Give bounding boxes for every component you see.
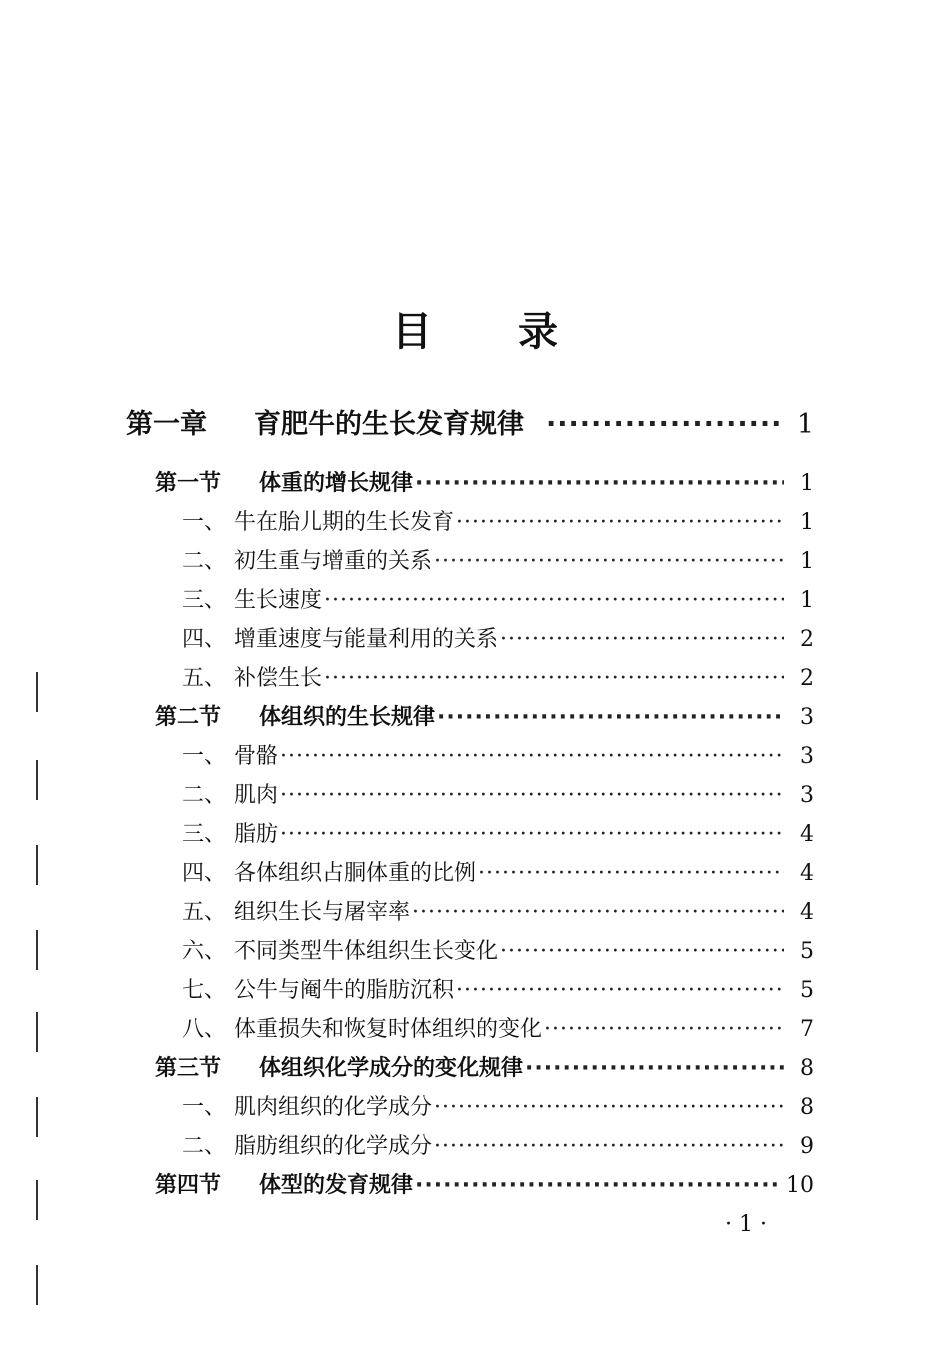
toc-entry-page: 1 [800,471,814,496]
toc-leader-dots [456,978,784,1003]
toc-entry-number: 六、 [182,939,227,964]
toc-entry-item[interactable] [182,622,814,653]
toc-entry-page: 5 [800,978,814,1003]
toc-entry-number: 四、 [182,627,227,652]
binding-mark [36,1012,38,1052]
toc-entry-label: 补偿生长 [234,666,323,691]
toc-leader-dots [525,1056,784,1081]
page-title: 目 录 [392,309,594,355]
toc-entry-label: 各体组织占胴体重的比例 [234,861,477,886]
toc-entry-item[interactable] [182,739,814,770]
toc-entry-number: 第一章 [126,409,207,440]
toc-leader-dots [415,471,784,496]
toc-entry-number: 八、 [182,1017,227,1042]
toc-leader-dots [324,588,784,613]
toc-entry-number: 三、 [182,588,227,613]
binding-mark [36,1180,38,1220]
binding-mark [36,672,38,712]
toc-entry-number: 二、 [182,783,227,808]
toc-entry-page: 4 [800,900,814,925]
toc-entry-page: 3 [800,783,814,808]
toc-entry-section-1[interactable] [155,466,814,497]
toc-leader-dots [280,822,784,847]
toc-entry-page: 10 [786,1173,814,1198]
toc-entry-page: 4 [800,861,814,886]
toc-entry-number: 第一节 [155,471,222,496]
toc-entry-label: 脂肪 [234,822,279,847]
toc-entry-item[interactable] [182,661,814,692]
toc-entry-page: 1 [800,588,814,613]
toc-leader-dots [500,939,784,964]
toc-entry-section-4[interactable] [155,1168,814,1199]
toc-entry-number: 四、 [182,861,227,886]
toc-entry-label: 不同类型牛体组织生长变化 [234,939,499,964]
toc-entry-page: 1 [796,409,814,440]
binding-mark [36,930,38,970]
toc-entry-label: 体重损失和恢复时体组织的变化 [234,1017,543,1042]
toc-entry-page: 1 [800,510,814,535]
toc-entry-item[interactable] [182,1129,814,1160]
toc-entry-number: 一、 [182,510,227,535]
toc-entry-item[interactable] [182,778,814,809]
toc-leader-dots [434,549,784,574]
toc-entry-page: 2 [800,666,814,691]
binding-mark [36,760,38,800]
toc-entry-label: 骨骼 [234,744,279,769]
toc-entry-number: 第二节 [155,705,222,730]
toc-entry-item[interactable] [182,583,814,614]
toc-entry-page: 9 [800,1134,814,1159]
toc-entry-number: 一、 [182,744,227,769]
toc-entry-number: 第三节 [155,1056,222,1081]
toc-entry-label: 肌肉组织的化学成分 [234,1095,433,1120]
toc-entry-page: 3 [800,744,814,769]
toc-leader-dots [437,705,784,730]
toc-leader-dots [544,1017,784,1042]
toc-entry-chapter-1[interactable] [126,402,814,441]
toc-entry-section-2[interactable] [155,700,814,731]
toc-entry-label: 体组织的生长规律 [259,705,436,730]
toc-entry-number: 五、 [182,666,227,691]
toc-entry-label: 肌肉 [234,783,279,808]
toc-entry-label: 生长速度 [234,588,323,613]
toc-leader-dots [456,510,784,535]
binding-mark [36,1265,38,1305]
toc-entry-page: 1 [800,549,814,574]
toc-leader-dots [415,1173,780,1198]
toc-entry-number: 五、 [182,900,227,925]
toc-entry-label: 增重速度与能量利用的关系 [234,627,499,652]
toc-entry-item[interactable] [182,895,814,926]
toc-leader-dots [546,409,784,440]
toc-entry-label: 育肥牛的生长发育规律 [254,409,524,440]
toc-entry-item[interactable] [182,1090,814,1121]
toc-leader-dots [280,744,784,769]
page-number: · 1 · [725,1212,767,1237]
toc-entry-page: 8 [800,1095,814,1120]
toc-entry-label: 体组织化学成分的变化规律 [259,1056,524,1081]
toc-entry-item[interactable] [182,856,814,887]
toc-leader-dots [478,861,784,886]
binding-mark [36,845,38,885]
toc-entry-number: 七、 [182,978,227,1003]
toc-entry-label: 组织生长与屠宰率 [234,900,411,925]
toc-leader-dots [500,627,784,652]
toc-entry-label: 脂肪组织的化学成分 [234,1134,433,1159]
toc-leader-dots [324,666,784,691]
toc-entry-item[interactable] [182,544,814,575]
toc-entry-page: 7 [800,1017,814,1042]
toc-entry-page: 2 [800,627,814,652]
toc-entry-number: 一、 [182,1095,227,1120]
toc-leader-dots [434,1134,784,1159]
binding-mark [36,1097,38,1137]
toc-entry-label: 公牛与阉牛的脂肪沉积 [234,978,455,1003]
toc-leader-dots [412,900,784,925]
toc-entry-page: 4 [800,822,814,847]
toc-entry-label: 体型的发育规律 [259,1173,414,1198]
toc-entry-item[interactable] [182,505,814,536]
toc-entry-item[interactable] [182,934,814,965]
toc-entry-label: 牛在胎儿期的生长发育 [234,510,455,535]
toc-leader-dots [280,783,784,808]
toc-entry-item[interactable] [182,1012,814,1043]
toc-entry-number: 二、 [182,1134,227,1159]
toc-entry-page: 3 [800,705,814,730]
toc-entry-page: 5 [800,939,814,964]
toc-entry-number: 第四节 [155,1173,222,1198]
toc-entry-number: 三、 [182,822,227,847]
toc-entry-label: 初生重与增重的关系 [234,549,433,574]
toc-entry-item[interactable] [182,817,814,848]
toc-entry-page: 8 [800,1056,814,1081]
toc-entry-number: 二、 [182,549,227,574]
toc-entry-item[interactable] [182,973,814,1004]
toc-entry-label: 体重的增长规律 [259,471,414,496]
toc-leader-dots [434,1095,784,1120]
toc-entry-section-3[interactable] [155,1051,814,1082]
